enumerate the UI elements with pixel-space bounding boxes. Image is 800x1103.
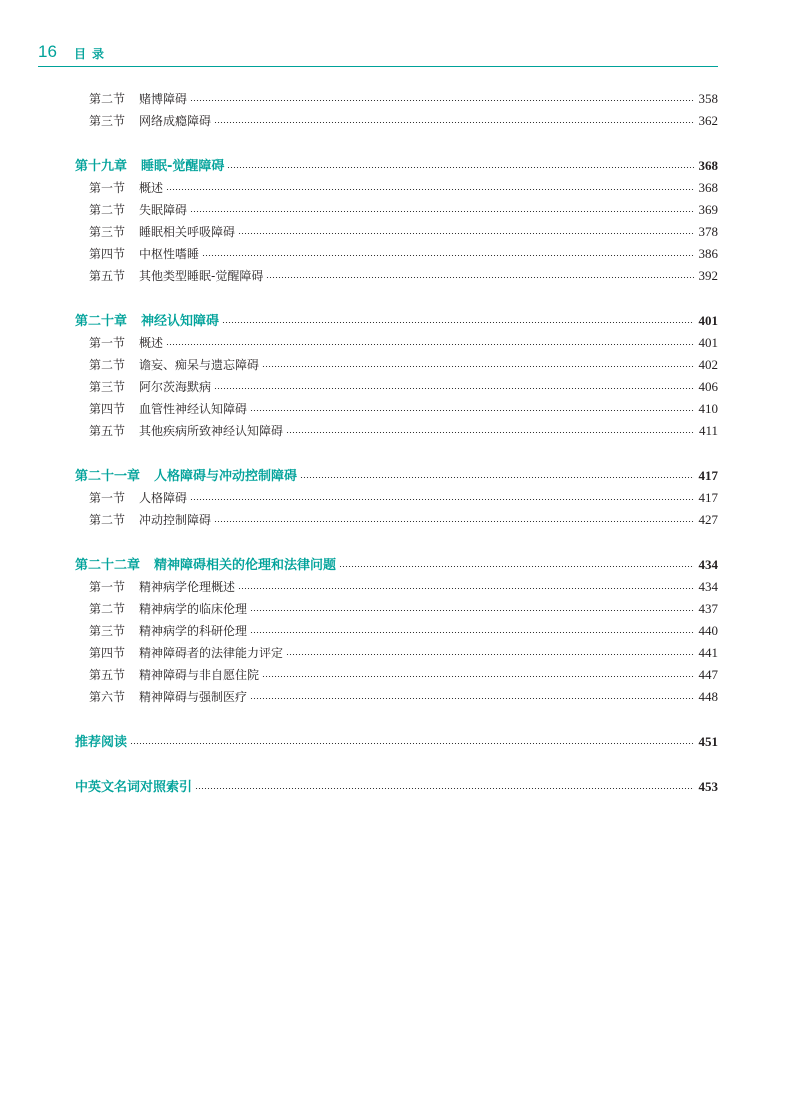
toc-section-entry[interactable]: [75, 354, 718, 376]
section-number: 第一节: [89, 580, 126, 594]
page-number-ref: 440: [698, 623, 718, 638]
toc-chapter-entry[interactable]: [75, 776, 718, 798]
toc-section-entry[interactable]: [75, 487, 718, 509]
page-number-ref: 447: [698, 667, 718, 682]
page-number-ref: 427: [698, 512, 718, 527]
section-title: [89, 177, 163, 199]
section-title: [89, 620, 247, 642]
dot-leader: [214, 122, 694, 123]
toc-section-entry[interactable]: [75, 642, 718, 664]
page-number-ref: 369: [698, 202, 718, 217]
toc-section-entry[interactable]: [75, 620, 718, 642]
page-number-ref: 417: [698, 490, 718, 505]
toc-section-entry[interactable]: [75, 598, 718, 620]
section-title: [89, 598, 247, 620]
chapter-title: [75, 555, 336, 577]
section-number: 第二节: [89, 602, 126, 616]
page-number-ref: 392: [698, 268, 718, 283]
dot-leader: [286, 432, 694, 433]
chapter-number: 第二十章: [75, 314, 128, 329]
page-number-ref: 401: [698, 313, 718, 328]
page-number-ref: 448: [698, 689, 718, 704]
section-number: 第五节: [89, 269, 126, 283]
chapter-title: [75, 466, 297, 488]
dot-leader: [222, 322, 694, 323]
page-number-ref: 434: [698, 557, 718, 572]
page-number-ref: 451: [698, 734, 718, 749]
section-number: 第二节: [89, 513, 126, 527]
dot-leader: [250, 698, 694, 699]
section-number: 第三节: [89, 380, 126, 394]
section-number: 第四节: [89, 247, 126, 261]
section-number: 第四节: [89, 402, 126, 416]
section-number: 第一节: [89, 336, 126, 350]
page-number-ref: 437: [698, 601, 718, 616]
dot-leader: [250, 632, 694, 633]
entry-name: 冲动控制障碍: [139, 513, 212, 527]
entry-name: 其他疾病所致神经认知障碍: [139, 424, 284, 438]
section-number: 第五节: [89, 668, 126, 682]
page-number-ref: 410: [698, 401, 718, 416]
section-title: [89, 199, 187, 221]
section-number: 第三节: [89, 114, 126, 128]
section-title: [89, 110, 211, 132]
page-number-ref: 406: [698, 379, 718, 394]
toc-section-entry[interactable]: [75, 88, 718, 110]
section-title: [89, 509, 211, 531]
section-number: 第六节: [89, 690, 126, 704]
entry-name: 人格障碍与冲动控制障碍: [154, 469, 298, 484]
section-number: 第二节: [89, 358, 126, 372]
dot-leader: [250, 410, 694, 411]
entry-name: 概述: [139, 181, 164, 195]
toc-section-entry[interactable]: [75, 221, 718, 243]
entry-name: 推荐阅读: [75, 735, 128, 750]
chapter-title: [75, 732, 127, 754]
toc-section-entry[interactable]: [75, 332, 718, 354]
chapter-number: 第二十一章: [75, 469, 141, 484]
dot-leader: [250, 610, 694, 611]
toc-section-entry[interactable]: [75, 509, 718, 531]
chapter-number: 第二十二章: [75, 558, 141, 573]
page-number-ref: 386: [698, 246, 718, 261]
dot-leader: [286, 654, 694, 655]
header-rule: [38, 66, 718, 67]
toc-chapter-entry[interactable]: [75, 731, 718, 753]
section-number: 第二节: [89, 203, 126, 217]
entry-name: 概述: [139, 336, 164, 350]
section-title: [89, 332, 163, 354]
page-number-ref: 417: [698, 468, 718, 483]
page-number-ref: 368: [698, 158, 718, 173]
page-number-ref: 402: [698, 357, 718, 372]
page-number-ref: 401: [698, 335, 718, 350]
entry-name: 赌博障碍: [139, 92, 188, 106]
toc-section-entry[interactable]: [75, 420, 718, 442]
toc-chapter-entry[interactable]: [75, 155, 718, 177]
entry-name: 谵妄、痴呆与遗忘障碍: [139, 358, 260, 372]
dot-leader: [238, 588, 694, 589]
chapter-title: [75, 311, 219, 333]
entry-name: 睡眠相关呼吸障碍: [139, 225, 236, 239]
section-title: [89, 354, 259, 376]
dot-leader: [190, 499, 694, 500]
dot-leader: [227, 167, 694, 168]
section-title: [89, 88, 187, 110]
page-number-ref: 368: [698, 180, 718, 195]
entry-name: 精神障碍相关的伦理和法律问题: [154, 558, 337, 573]
dot-leader: [214, 521, 694, 522]
entry-name: 精神病学伦理概述: [139, 580, 236, 594]
entry-name: 网络成瘾障碍: [139, 114, 212, 128]
chapter-title: [75, 156, 224, 178]
dot-leader: [190, 100, 694, 101]
section-title: [89, 398, 247, 420]
toc-section-entry[interactable]: [75, 398, 718, 420]
dot-leader: [202, 255, 694, 256]
page-number-ref: 441: [698, 645, 718, 660]
section-number: 第三节: [89, 225, 126, 239]
page-number-ref: 378: [698, 224, 718, 239]
toc-section-entry[interactable]: [75, 110, 718, 132]
toc-chapter-entry[interactable]: [75, 310, 718, 332]
section-title: [89, 576, 235, 598]
section-title: [89, 642, 283, 664]
section-number: 第一节: [89, 491, 126, 505]
toc-section-entry[interactable]: [75, 376, 718, 398]
section-title: [89, 686, 247, 708]
toc-section-entry[interactable]: [75, 686, 718, 708]
entry-name: 失眠障碍: [139, 203, 188, 217]
entry-name: 神经认知障碍: [141, 314, 220, 329]
running-title: 目录: [74, 47, 111, 61]
page-number-ref: 453: [698, 779, 718, 794]
page-header: [38, 42, 718, 66]
section-number: 第三节: [89, 624, 126, 638]
entry-name: 精神障碍与非自愿住院: [139, 668, 260, 682]
entry-name: 精神障碍与强制医疗: [139, 690, 248, 704]
page-number: 16: [38, 42, 57, 61]
entry-name: 其他类型睡眠-觉醒障碍: [139, 269, 264, 283]
dot-leader: [130, 743, 694, 744]
entry-name: 阿尔茨海默病: [139, 380, 212, 394]
section-title: [89, 243, 199, 265]
dot-leader: [339, 566, 694, 567]
section-title: [89, 221, 235, 243]
entry-name: 精神病学的临床伦理: [139, 602, 248, 616]
toc-section-entry[interactable]: [75, 199, 718, 221]
toc-section-entry[interactable]: [75, 265, 718, 287]
page-number-ref: 411: [698, 423, 718, 438]
dot-leader: [300, 477, 694, 478]
section-number: 第四节: [89, 646, 126, 660]
toc-section-entry[interactable]: [75, 576, 718, 598]
dot-leader: [166, 344, 694, 345]
entry-name: 中枢性嗜睡: [139, 247, 200, 261]
entry-name: 人格障碍: [139, 491, 188, 505]
entry-name: 精神病学的科研伦理: [139, 624, 248, 638]
toc-chapter-entry[interactable]: [75, 465, 718, 487]
page-number-ref: 434: [698, 579, 718, 594]
section-title: [89, 487, 187, 509]
entry-name: 血管性神经认知障碍: [139, 402, 248, 416]
section-title: [89, 664, 259, 686]
dot-leader: [266, 277, 694, 278]
toc-section-entry[interactable]: [75, 177, 718, 199]
toc-section-entry[interactable]: [75, 243, 718, 265]
dot-leader: [262, 366, 694, 367]
dot-leader: [214, 388, 694, 389]
toc-section-entry[interactable]: [75, 664, 718, 686]
chapter-title: [75, 777, 192, 799]
section-title: [89, 376, 211, 398]
section-number: 第五节: [89, 424, 126, 438]
dot-leader: [166, 189, 694, 190]
dot-leader: [195, 788, 694, 789]
section-number: 第二节: [89, 92, 126, 106]
dot-leader: [238, 233, 694, 234]
section-title: [89, 265, 263, 287]
section-number: 第一节: [89, 181, 126, 195]
section-title: [89, 420, 283, 442]
page-number-ref: 362: [698, 113, 718, 128]
table-of-contents: [75, 88, 718, 798]
chapter-number: 第十九章: [75, 159, 128, 174]
entry-name: 睡眠-觉醒障碍: [141, 159, 225, 174]
page-number-ref: 358: [698, 91, 718, 106]
dot-leader: [262, 676, 694, 677]
dot-leader: [190, 211, 694, 212]
toc-chapter-entry[interactable]: [75, 554, 718, 576]
entry-name: 精神障碍者的法律能力评定: [139, 646, 284, 660]
entry-name: 中英文名词对照索引: [75, 780, 193, 795]
